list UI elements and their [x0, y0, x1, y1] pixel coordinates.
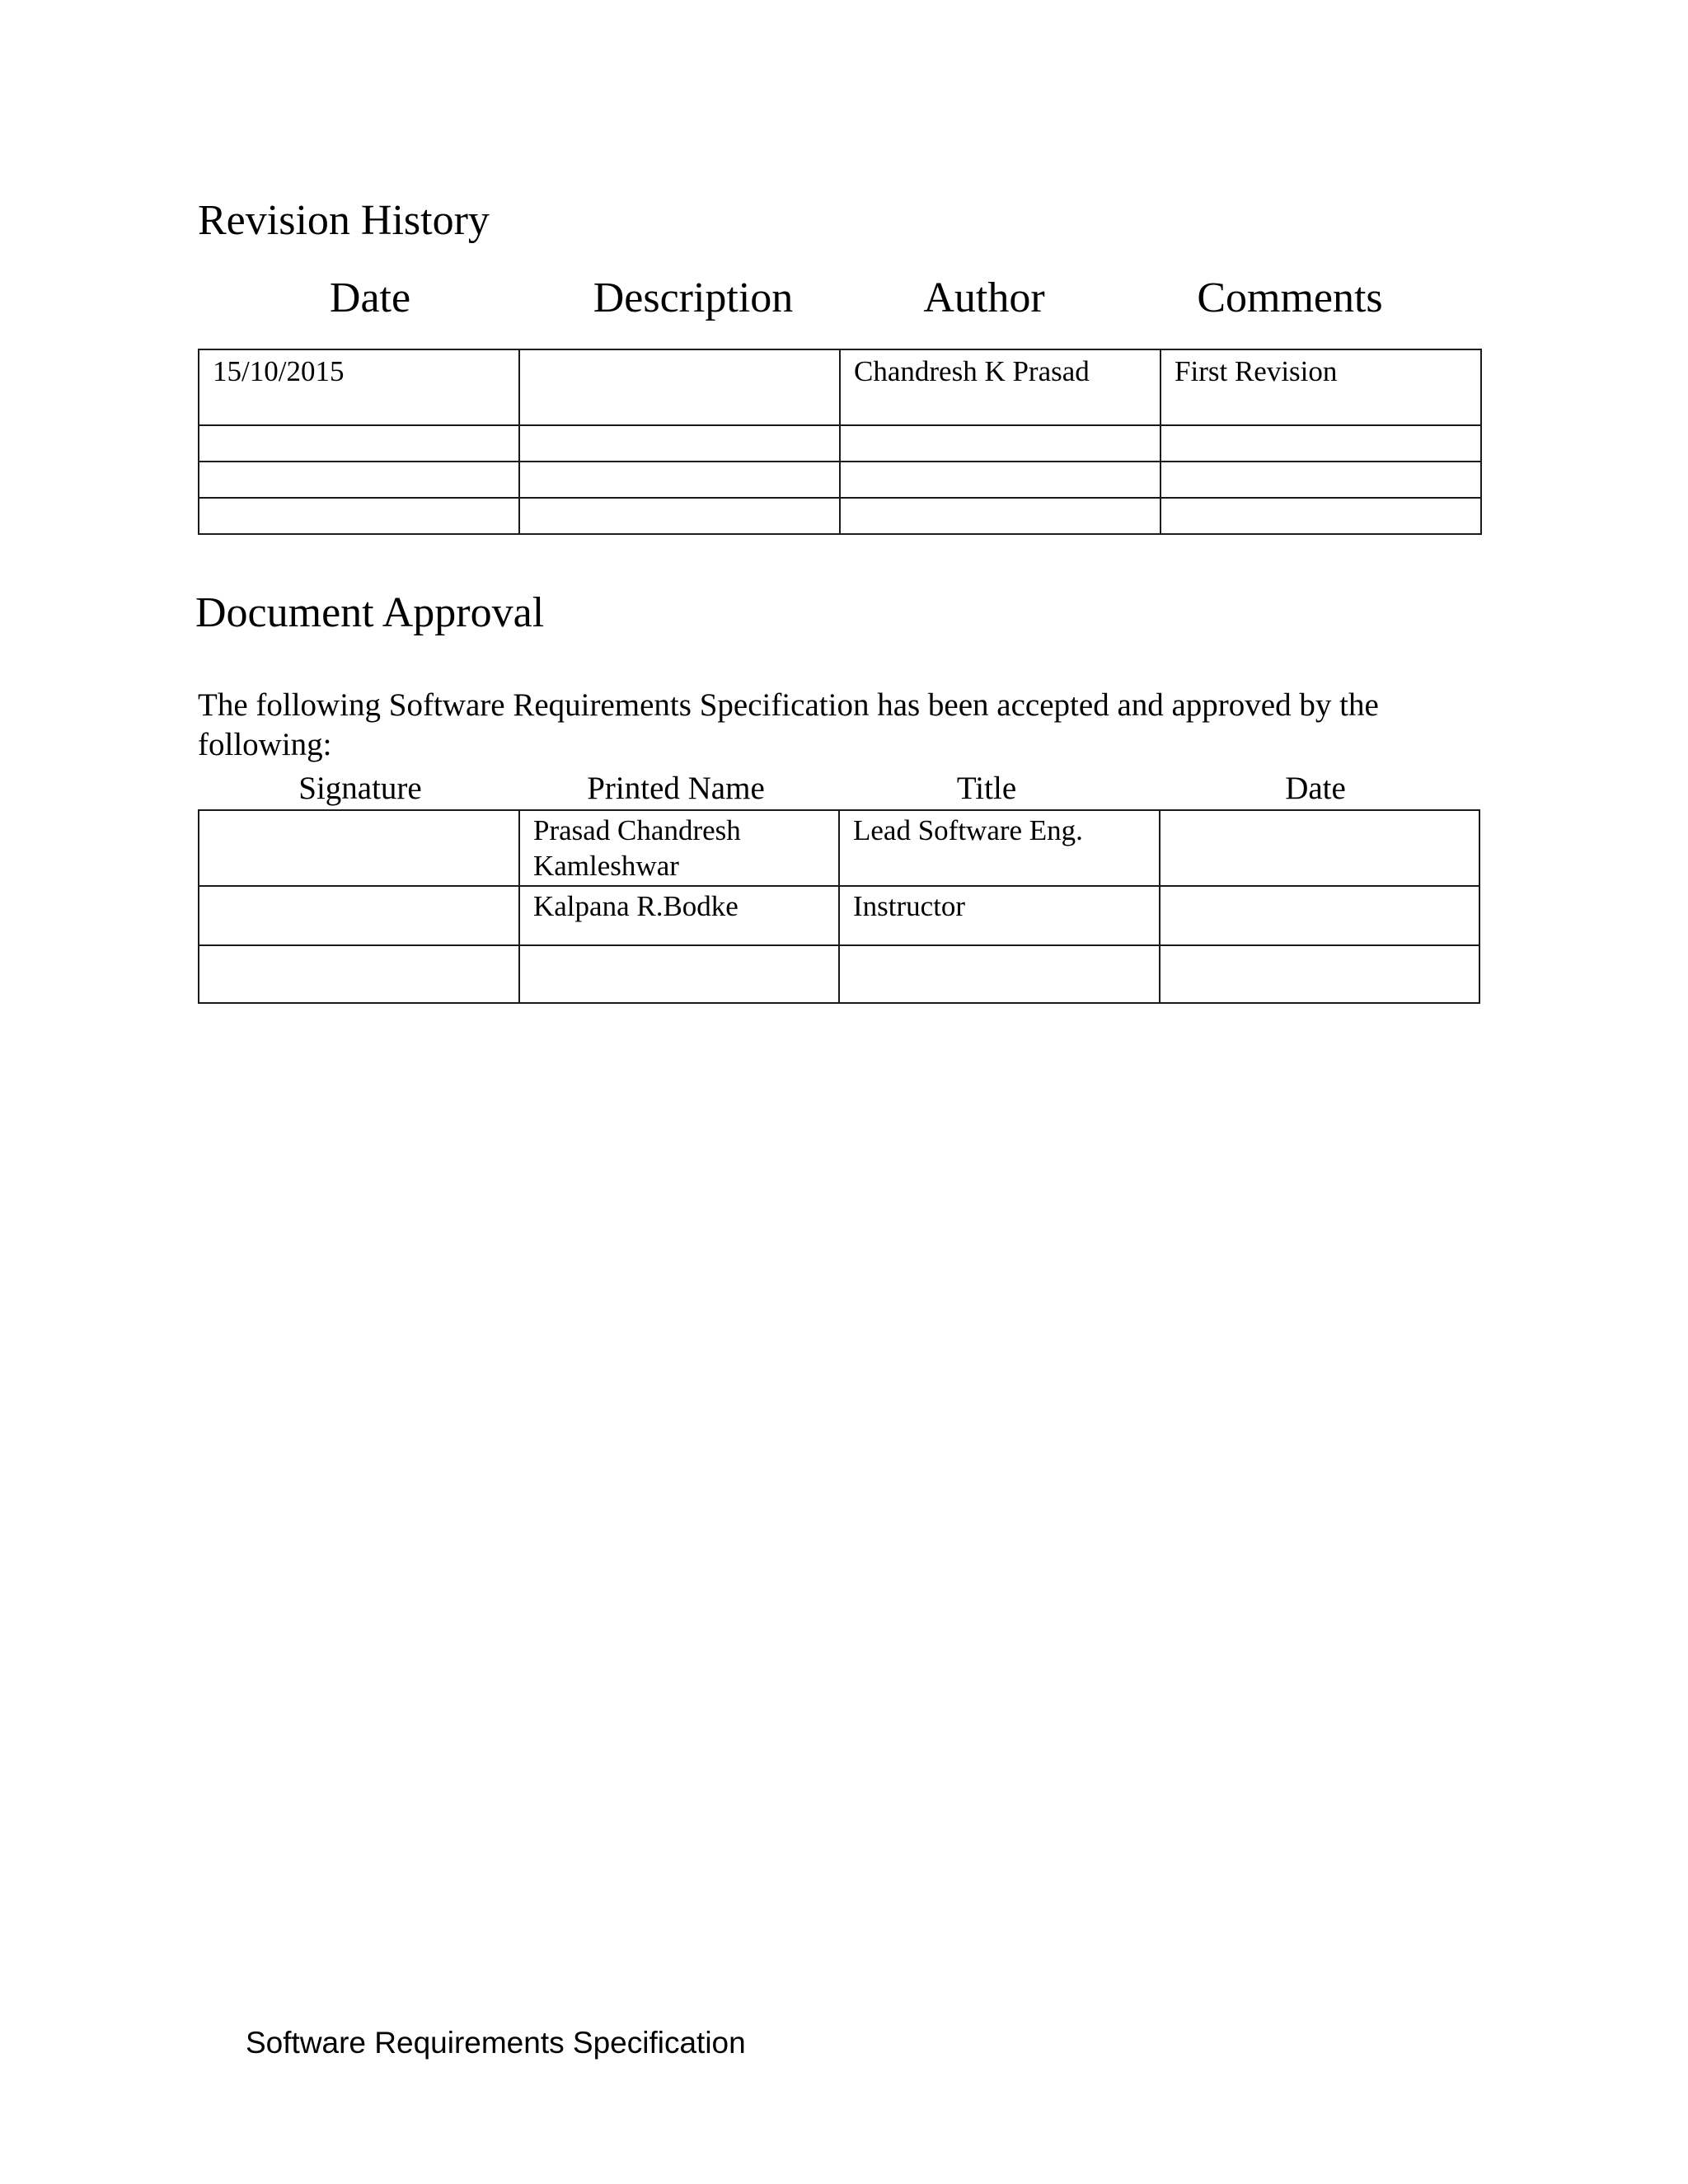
table-row — [199, 886, 1479, 945]
table-row — [199, 810, 1479, 886]
revision-col-date: Date — [329, 274, 411, 321]
revision-comments-cell — [1160, 425, 1481, 462]
revision-date-cell — [199, 498, 519, 534]
approval-signature-cell — [199, 886, 519, 945]
table-row — [199, 462, 1481, 498]
revision-author-cell — [840, 462, 1160, 498]
revision-history-table — [198, 349, 1482, 535]
table-row — [199, 425, 1481, 462]
revision-comments-cell: First Revision — [1160, 349, 1481, 425]
revision-col-description: Description — [593, 274, 794, 321]
approval-title-cell — [839, 945, 1160, 1003]
approval-intro-text: The following Software Requirements Specification has been accepted and approved by the following: — [198, 687, 1379, 762]
revision-comments-cell — [1160, 462, 1481, 498]
approval-printed-name-cell: Kalpana R.Bodke — [519, 886, 839, 945]
table-row — [199, 498, 1481, 534]
revision-col-author: Author — [923, 274, 1045, 321]
revision-description-cell — [519, 498, 840, 534]
approval-col-title: Title — [956, 771, 1017, 806]
approval-col-signature: Signature — [298, 771, 422, 806]
revision-author-cell — [840, 498, 1160, 534]
revision-comments-cell — [1160, 498, 1481, 534]
revision-date-cell: 15/10/2015 — [199, 349, 519, 425]
revision-author-cell: Chandresh K Prasad — [840, 349, 1160, 425]
document-approval-heading: Document Approval — [195, 589, 545, 636]
revision-col-comments: Comments — [1197, 274, 1383, 321]
approval-signature-cell — [199, 810, 519, 886]
table-row — [199, 945, 1479, 1003]
revision-history-heading: Revision History — [198, 197, 490, 244]
revision-date-cell — [199, 462, 519, 498]
approval-title-cell: Lead Software Eng. — [839, 810, 1160, 886]
approval-date-cell — [1160, 945, 1479, 1003]
approval-printed-name-cell — [519, 810, 839, 886]
approval-col-printed-name: Printed Name — [587, 771, 765, 806]
revision-author-cell — [840, 425, 1160, 462]
revision-date-cell — [199, 425, 519, 462]
approval-printed-name: Prasad Chandresh Kamleshwar — [533, 814, 741, 882]
approval-date-cell — [1160, 886, 1479, 945]
approval-signature-cell — [199, 945, 519, 1003]
approval-printed-name-cell — [519, 945, 839, 1003]
revision-description-cell — [519, 349, 840, 425]
approval-title-cell: Instructor — [839, 886, 1160, 945]
revision-description-cell — [519, 425, 840, 462]
revision-description-cell — [519, 462, 840, 498]
approval-date-cell — [1160, 810, 1479, 886]
document-approval-table — [198, 809, 1480, 1004]
approval-col-date: Date — [1285, 771, 1346, 806]
table-row — [199, 349, 1481, 425]
page-footer: Software Requirements Specification — [246, 2026, 746, 2060]
